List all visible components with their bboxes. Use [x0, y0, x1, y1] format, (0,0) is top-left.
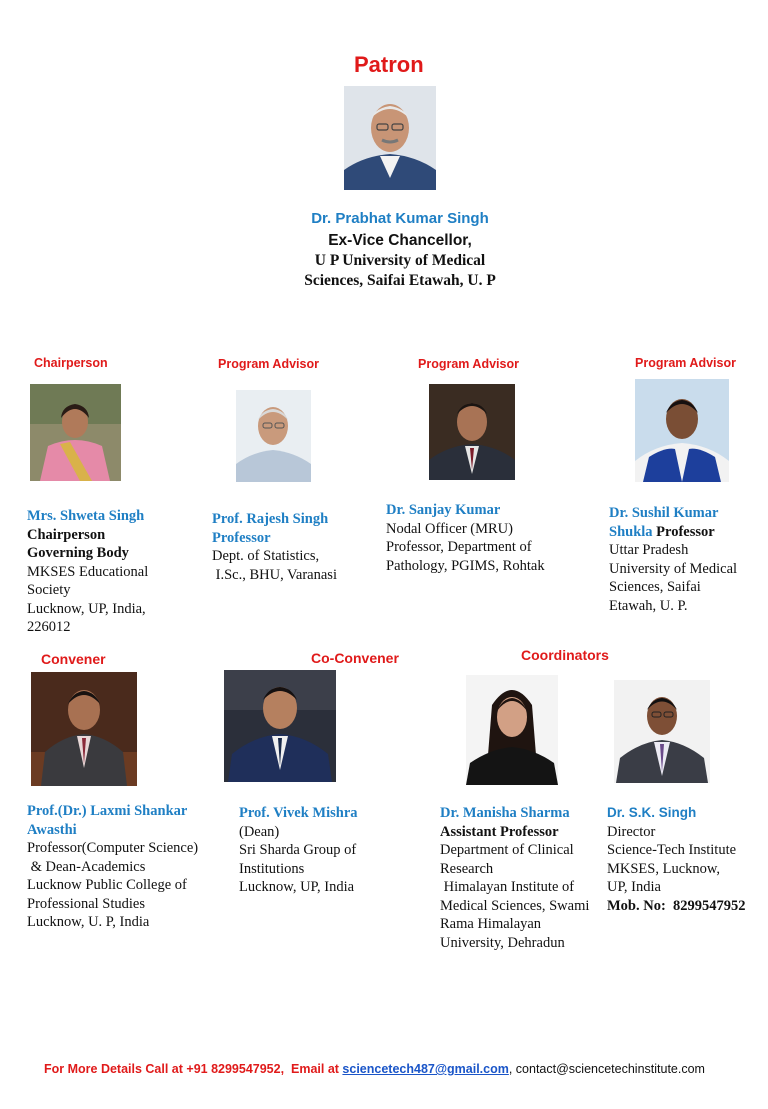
- footer-email-link[interactable]: sciencetech487@gmail.com: [342, 1062, 509, 1076]
- coconvener-info: [239, 804, 358, 897]
- coord1-info: [440, 804, 589, 952]
- coord1-line: Himalayan Institute of: [440, 879, 575, 895]
- coord2-photo: [614, 680, 710, 783]
- convener-name: Prof.(Dr.) Laxmi Shankar: [27, 803, 188, 819]
- coord2-name: Dr. S.K. Singh: [607, 805, 697, 820]
- advisor1-name: Prof. Rajesh Singh: [212, 511, 329, 527]
- footer-lead: For More Details Call at +91 8299547952, Email at: [44, 1062, 343, 1076]
- coord2-mobile: Mob. No: 8299547952: [607, 897, 746, 914]
- convener-line: Professor(Computer Science): [27, 840, 199, 856]
- advisor3-name-line2: [609, 523, 737, 542]
- coord1-line: Medical Sciences, Swami: [440, 897, 590, 914]
- advisor1-info: [212, 510, 337, 584]
- convener-line: & Dean-Academics: [27, 858, 146, 875]
- convener-line: Lucknow Public College of: [27, 877, 187, 893]
- convener-line: Professional Studies: [27, 895, 146, 912]
- coord1-line: Department of Clinical: [440, 842, 574, 858]
- advisor2-line: Professor, Department of: [386, 539, 532, 555]
- chairperson-info: [27, 507, 148, 637]
- advisor2-heading: Program Advisor: [418, 357, 519, 371]
- chairperson-photo: [30, 384, 121, 481]
- coord1-title: Assistant Professor: [440, 823, 559, 840]
- patron-details: [0, 231, 768, 291]
- patron-photo: [344, 86, 436, 190]
- advisor3-line: Etawah, U. P.: [609, 597, 688, 614]
- advisor3-surname: Shukla: [609, 523, 653, 540]
- coord1-line: University, Dehradun: [440, 934, 565, 951]
- advisor1-line: I.Sc., BHU, Varanasi: [212, 566, 337, 583]
- patron-name: Dr. Prabhat Kumar Singh: [311, 210, 489, 227]
- coord2-info: [607, 804, 746, 915]
- advisor2-name: Dr. Sanjay Kumar: [386, 502, 501, 518]
- coconvener-heading: Co-Convener: [311, 650, 399, 666]
- chairperson-line: Lucknow, UP, India,: [27, 600, 146, 617]
- advisor3-line: Uttar Pradesh: [609, 542, 689, 558]
- coconvener-line: (Dean): [239, 823, 280, 840]
- convener-info: [27, 802, 198, 932]
- convener-heading: Convener: [41, 651, 106, 667]
- chairperson-heading: Chairperson: [34, 356, 108, 370]
- convener-name-line2: Awasthi: [27, 821, 77, 838]
- advisor3-line: University of Medical: [609, 560, 738, 577]
- footer: [44, 1062, 705, 1076]
- patron-line-1: Ex-Vice Chancellor,: [328, 232, 472, 249]
- patron-line-3: Sciences, Saifai Etawah, U. P: [304, 272, 496, 289]
- coord1-photo: [466, 675, 558, 785]
- coordinators-heading: Coordinators: [521, 647, 609, 663]
- convener-photo: [31, 672, 137, 786]
- coord2-line: Science-Tech Institute: [607, 842, 737, 858]
- advisor2-info: [386, 501, 545, 575]
- coord2-line: MKSES, Lucknow,: [607, 860, 721, 877]
- coord1-line: Research: [440, 860, 494, 877]
- advisor3-heading: Program Advisor: [635, 356, 736, 370]
- advisor3-info: [609, 504, 737, 615]
- chairperson-line: MKSES Educational: [27, 563, 149, 580]
- coord1-name: Dr. Manisha Sharma: [440, 805, 570, 821]
- convener-line: Lucknow, U. P, India: [27, 914, 150, 930]
- advisor3-name: Dr. Sushil Kumar: [609, 505, 719, 521]
- patron-line-2: U P University of Medical: [314, 252, 486, 269]
- advisor3-line: Sciences, Saifai: [609, 579, 701, 595]
- advisor3-photo: [635, 379, 729, 482]
- footer-tail: , contact@sciencetechinstitute.com: [508, 1062, 705, 1076]
- coord2-line: Director: [607, 823, 656, 840]
- coconvener-line: Lucknow, UP, India: [239, 879, 355, 895]
- coconvener-line: Sri Sharda Group of: [239, 842, 357, 858]
- chairperson-line: 226012: [27, 619, 71, 635]
- advisor1-title: Professor: [212, 529, 271, 546]
- coconvener-name: Prof. Vivek Mishra: [239, 805, 358, 821]
- chairperson-name: Mrs. Shweta Singh: [27, 508, 145, 524]
- coconvener-line: Institutions: [239, 860, 305, 877]
- coconvener-photo: [224, 670, 336, 782]
- advisor2-photo: [429, 384, 515, 480]
- advisor2-line: Pathology, PGIMS, Rohtak: [386, 557, 545, 574]
- patron-heading: Patron: [354, 52, 424, 77]
- chairperson-line: Society: [27, 582, 71, 598]
- advisor1-photo: [236, 390, 311, 482]
- advisor3-title: Professor: [652, 523, 715, 540]
- chairperson-body: Governing Body: [27, 545, 129, 561]
- advisor1-line: Dept. of Statistics,: [212, 548, 320, 564]
- advisor2-line: Nodal Officer (MRU): [386, 520, 513, 537]
- advisor1-heading: Program Advisor: [218, 357, 319, 371]
- coord1-line: Rama Himalayan: [440, 916, 542, 932]
- coord2-line: UP, India: [607, 879, 661, 895]
- chairperson-title: Chairperson: [27, 526, 106, 543]
